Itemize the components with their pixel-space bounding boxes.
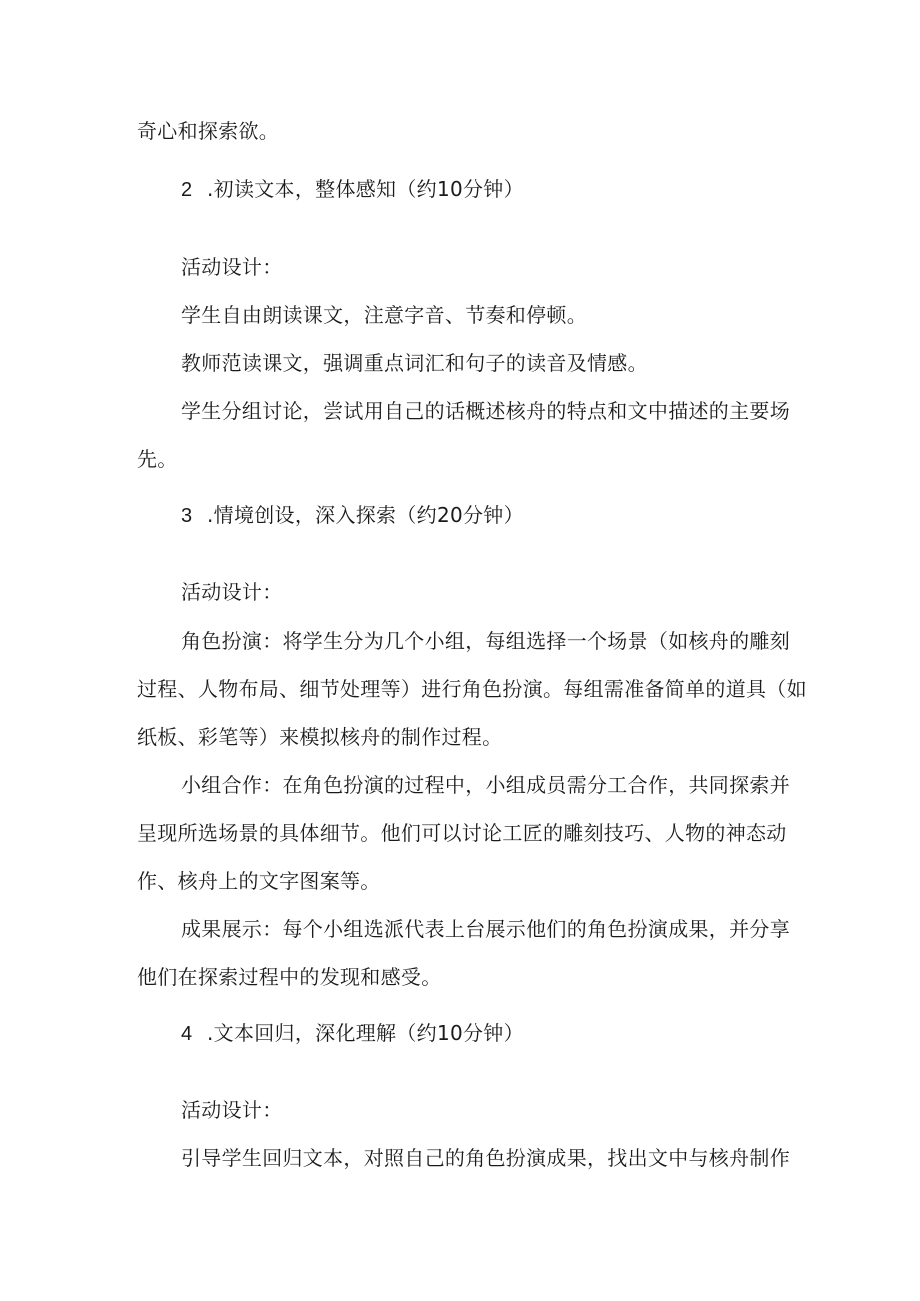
paragraph-line: 成果展示：每个小组选派代表上台展示他们的角色扮演成果，并分享 (181, 917, 790, 941)
paragraph-line: 过程、人物布局、细节处理等）进行角色扮演。每组需准备简单的道具（如 (137, 677, 807, 701)
paragraph-line: 他们在探索过程中的发现和感受。 (137, 965, 442, 989)
paragraph-line: 学生自由朗读课文，注意字音、节奏和停顿。 (181, 303, 587, 327)
section-number: 3 (181, 505, 193, 527)
section-heading-text: .初读文本，整体感知（约10分钟） (207, 177, 524, 201)
paragraph-line: 作、核舟上的文字图案等。 (137, 869, 381, 893)
activity-label: 活动设计： (181, 580, 283, 604)
section-heading-text: .情境创设，深入探索（约20分钟） (207, 503, 524, 527)
section-heading-3 (181, 502, 920, 529)
activity-label: 活动设计： (181, 255, 283, 279)
paragraph-line: 先。 (137, 447, 178, 471)
section-heading-4 (181, 1020, 920, 1047)
section-heading-text: .文本回归，深化理解（约10分钟） (207, 1021, 524, 1045)
paragraph-line: 教师范读课文，强调重点词汇和句子的读音及情感。 (181, 351, 648, 375)
paragraph-line: 学生分组讨论，尝试用自己的话概述核舟的特点和文中描述的主要场 (181, 399, 790, 423)
paragraph-line: 呈现所选场景的具体细节。他们可以讨论工匠的雕刻技巧、人物的神态动 (137, 821, 787, 845)
activity-label: 活动设计： (181, 1098, 283, 1122)
section-number: 2 (181, 179, 193, 201)
section-heading-2 (181, 176, 920, 203)
paragraph-line: 小组合作：在角色扮演的过程中，小组成员需分工合作，共同探索并 (181, 773, 790, 797)
paragraph-line: 纸板、彩笔等）来模拟核舟的制作过程。 (137, 725, 503, 749)
paragraph-line: 奇心和探索欲。 (137, 119, 280, 143)
section-number: 4 (181, 1023, 193, 1045)
paragraph-line: 引导学生回归文本，对照自己的角色扮演成果，找出文中与核舟制作 (181, 1146, 790, 1170)
paragraph-line: 角色扮演：将学生分为几个小组，每组选择一个场景（如核舟的雕刻 (181, 629, 790, 653)
